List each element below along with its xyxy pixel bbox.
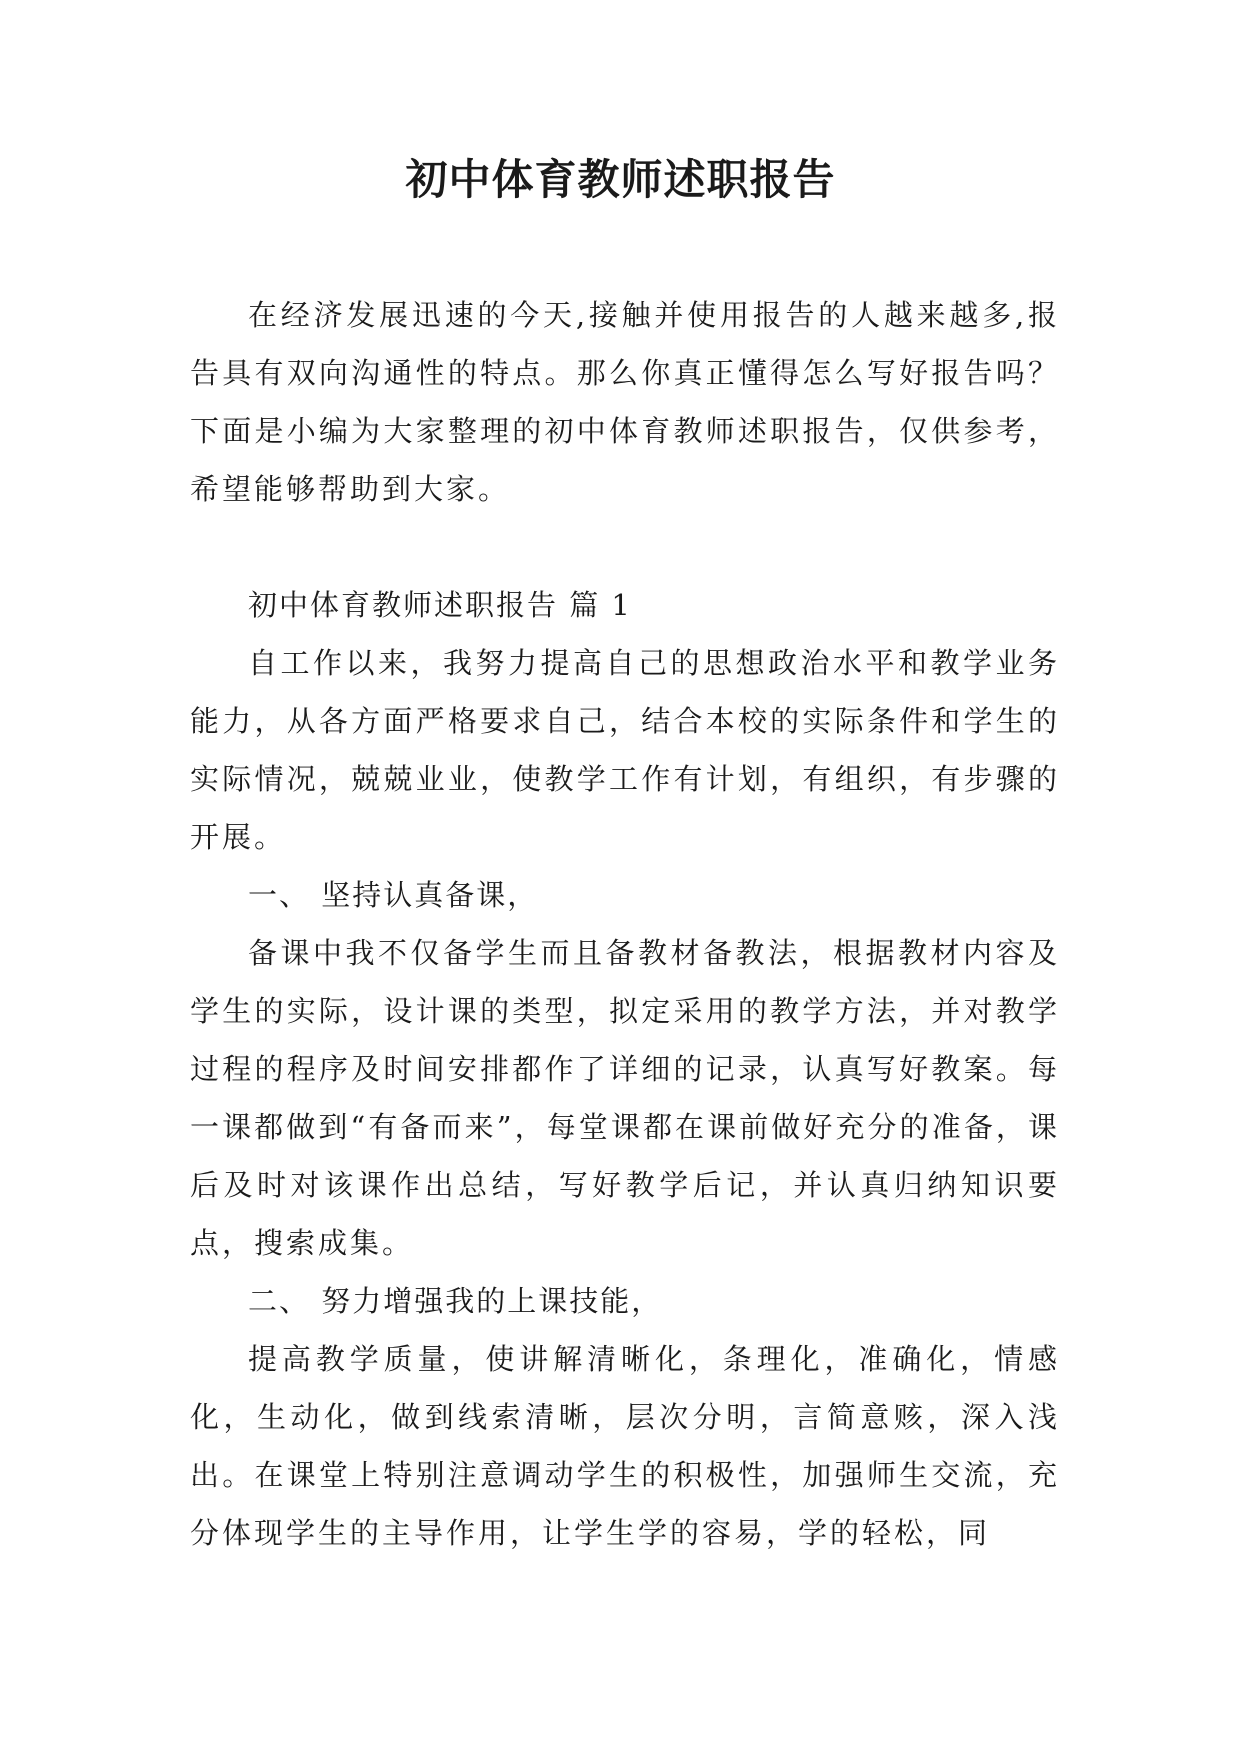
body-paragraph: 备课中我不仅备学生而且备教材备教法，根据教材内容及学生的实际，设计课的类型，拟定采用的教学方法，并对教学过程的程序及时间安排都作了详细的记录，认真写好教案。每一课都做到“有备而来”，每堂课都在课前做好充分的准备，课后及时对该课作出总结，写好教学后记，并认真归纳知识要点，搜索成集。 (190, 936, 1060, 1260)
document-title: 初中体育教师述职报告 (405, 155, 836, 204)
body-paragraph: 自工作以来，我努力提高自己的思想政治水平和教学业务能力，从各方面严格要求自己，结合本校的实际条件和学生的实际情况，兢兢业业，使教学工作有计划，有组织，有步骤的开展。 (190, 646, 1060, 854)
document-body (190, 286, 1060, 1562)
subheading-1: 一、 坚持认真备课， (248, 878, 539, 912)
subheading-2: 二、 努力增强我的上课技能， (248, 1284, 663, 1318)
section-heading: 初中体育教师述职报告 篇 1 (248, 588, 632, 622)
intro-paragraph: 在经济发展迅速的今天,接触并使用报告的人越来越多,报告具有双向沟通性的特点。那么你真正懂得怎么写好报告吗？下面是小编为大家整理的初中体育教师述职报告，仅供参考，希望能够帮助到大家。 (190, 298, 1060, 506)
body-paragraph: 提高教学质量，使讲解清晰化，条理化，准确化，情感化，生动化，做到线索清晰，层次分明，言简意赅，深入浅出。在课堂上特别注意调动学生的积极性，加强师生交流，充分体现学生的主导作用，让学生学的容易，学的轻松，同 (190, 1342, 1060, 1550)
